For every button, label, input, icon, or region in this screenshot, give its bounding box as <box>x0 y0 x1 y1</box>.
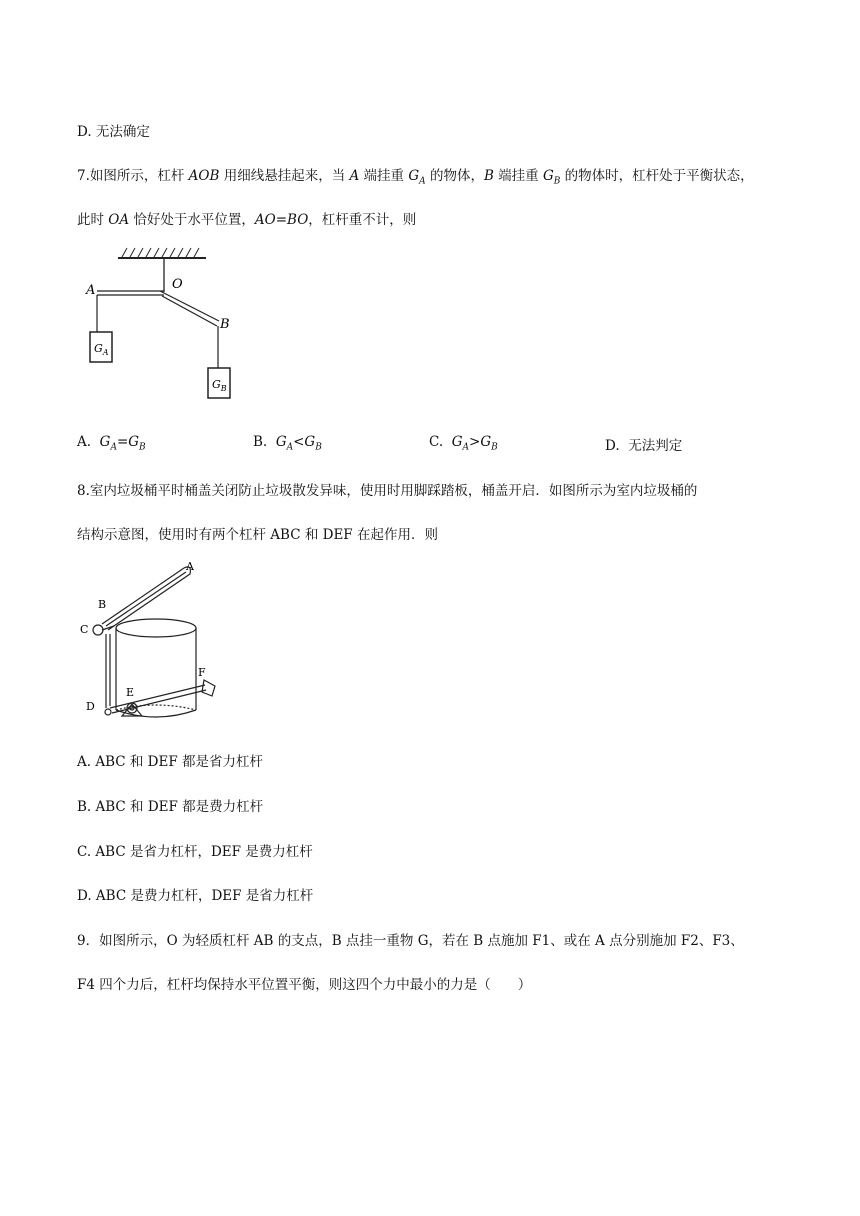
q8-fig-label-b: B <box>98 598 107 611</box>
q8-option-a: A. ABC 和 DEF 都是省力杠杆 <box>77 754 264 770</box>
q7-option-c: C. $G_A>G_B$ <box>429 434 498 453</box>
q8-option-b: B. ABC 和 DEF 都是费力杠杆 <box>77 799 264 815</box>
q7-lever-figure <box>80 244 230 404</box>
q8-fig-label-f: F <box>198 666 206 679</box>
q8-trash-can-figure <box>80 558 230 726</box>
q8-stem-line-2: 结构示意图，使用时有两个杠杆 ABC 和 DEF 在起作用．则 <box>77 527 438 543</box>
q7-stem-line-2: 此时 OA 恰好处于水平位置，AO=BO，杠杆重不计，则 <box>77 212 417 228</box>
q9-stem-line-2: F4 四个力后，杠杆均保持水平位置平衡，则这四个力中最小的力是（ ） <box>77 977 532 993</box>
q7-stem-line-1: 7.如图所示，杠杆 AOB 用细线悬挂起来，当 A 端挂重 $G_A$ 的物体，B 端挂重 $G_B$ 的物体时，杠杆处于平衡状态， <box>77 168 754 187</box>
q7-fig-label-ga: $G_A$ <box>94 342 109 357</box>
q8-fig-label-d: D <box>86 700 95 713</box>
q8-fig-label-a: A <box>186 560 194 573</box>
q8-fig-label-e: E <box>126 686 135 699</box>
q8-option-c: C. ABC 是省力杠杆，DEF 是费力杠杆 <box>77 844 313 860</box>
q7-fig-label-b: B <box>220 317 230 332</box>
q7-fig-label-gb: $G_B$ <box>212 378 227 393</box>
q8-option-d: D. ABC 是费力杠杆，DEF 是省力杠杆 <box>77 888 314 904</box>
q9-stem-line-1: 9．如图所示，O 为轻质杠杆 AB 的支点，B 点挂一重物 G，若在 B 点施加 F1、或在 A 点分别施加 F2、F3、 <box>77 933 744 949</box>
q7-fig-label-a: A <box>86 283 96 298</box>
q7-option-d: D. 无法判定 <box>605 438 683 454</box>
q7-fig-label-o: O <box>172 277 183 292</box>
q7-option-a: A. $G_A=G_B$ <box>77 434 146 453</box>
q7-option-b: B. $G_A<G_B$ <box>253 434 322 453</box>
q6-option-d: D. 无法确定 <box>77 124 150 140</box>
q8-stem-line-1: 8.室内垃圾桶平时桶盖关闭防止垃圾散发异味，使用时用脚踩踏板，桶盖开启．如图所示为室内垃圾桶的 <box>77 483 698 499</box>
q8-fig-label-c: C <box>80 623 89 636</box>
